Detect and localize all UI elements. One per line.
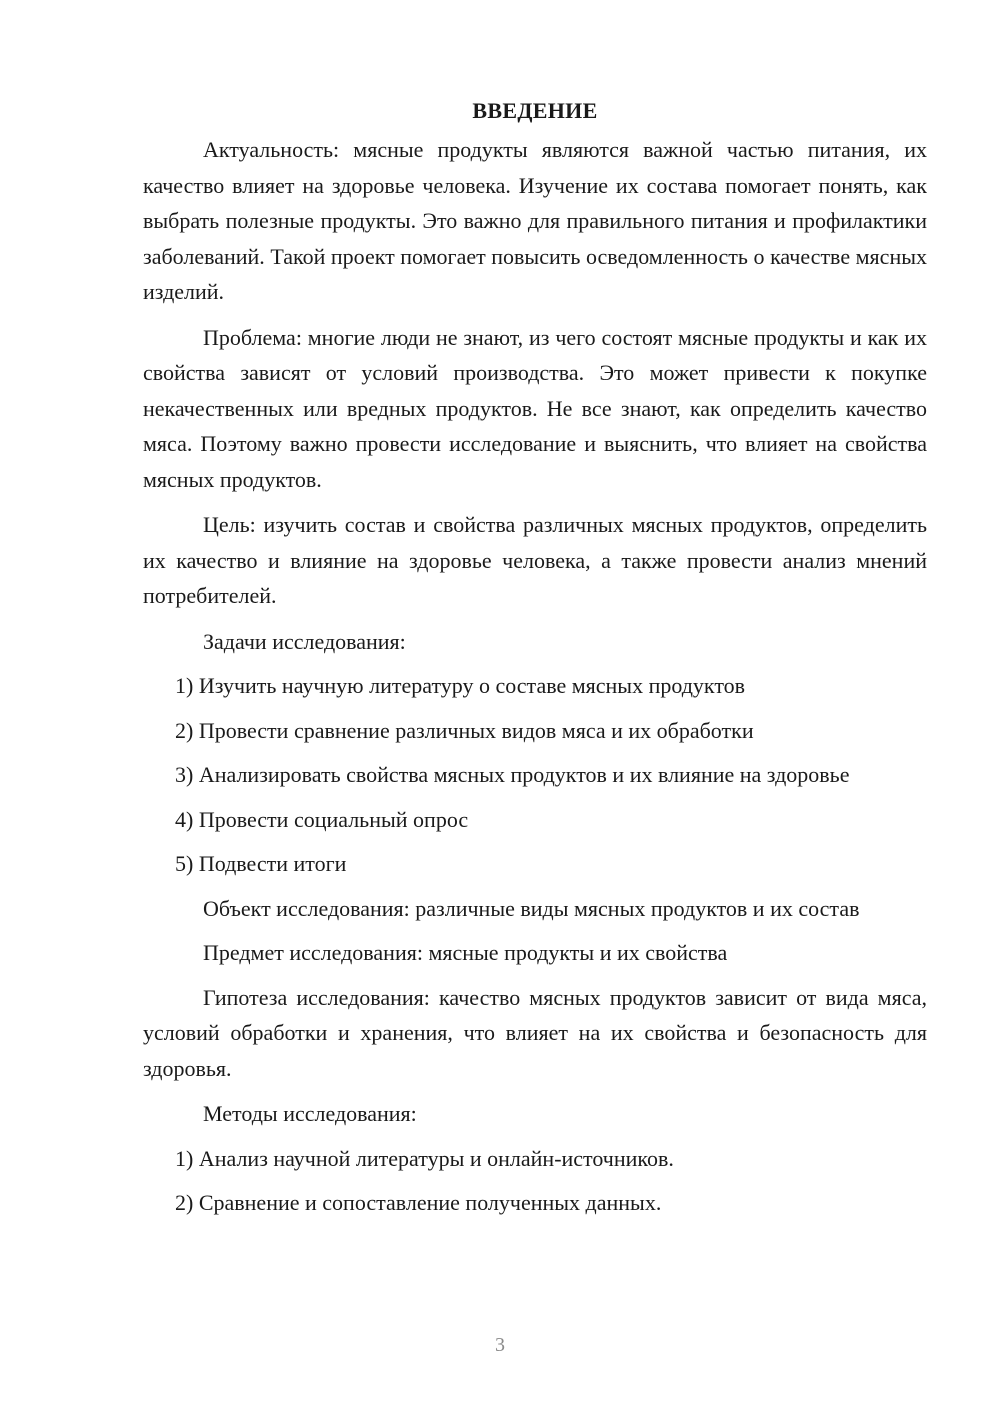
task-item-5: 5) Подвести итоги [175,851,347,876]
hypothesis-paragraph: Гипотеза исследования: качество мясных продуктов зависит от вида мяса, условий обработки и хранения, что влияет на их свойства и безопасность для здоровья. [143,984,927,1081]
tasks-heading: Задачи исследования: [203,628,406,654]
method-item-1: 1) Анализ научной литературы и онлайн-источников. [175,1145,674,1171]
tasks-list [143,668,927,882]
page-number: 3 [495,1334,505,1356]
task-item-1: 1) Изучить научную литературу о составе мясных продуктов [175,673,746,698]
page-title: ВВЕДЕНИЕ [472,98,598,123]
goal-paragraph: Цель: изучить состав и свойства различных мясных продуктов, определить их качество и влияние на здоровье человека, а также провести анализ мнений потребителей. [143,512,927,608]
relevance-paragraph: Актуальность: мясные продукты являются важной частью питания, их качество влияет на здоровье человека. Изучение их состава помогает понять, как выбрать полезные продукты. Это важно для правильного питания и профилактики заболеваний. Такой проект помогает повысить осведомленность о качестве мясных изделий. [143,137,927,304]
methods-list [143,1141,927,1221]
task-item-2: 2) Провести сравнение различных видов мяса и их обработки [175,717,754,743]
document-page [143,96,927,1221]
task-item-4: 4) Провести социальный опрос [175,806,469,832]
subject-paragraph: Предмет исследования: мясные продукты и их свойства [203,940,728,965]
problem-paragraph: Проблема: многие люди не знают, из чего состоят мясные продукты и как их свойства зависят от условий производства. Это может привести к покупке некачественных или вредных продуктов. Не все знают, как определить качество мяса. Поэтому важно провести исследование и выяснить, что влияет на свойства мясных продуктов. [143,324,927,492]
task-item-3: 3) Анализировать свойства мясных продуктов и их влияние на здоровье [175,762,850,787]
methods-heading: Методы исследования: [203,1101,417,1126]
object-paragraph: Объект исследования: различные виды мясных продуктов и их состав [203,895,860,921]
method-item-2: 2) Сравнение и сопоставление полученных данных. [175,1190,662,1215]
